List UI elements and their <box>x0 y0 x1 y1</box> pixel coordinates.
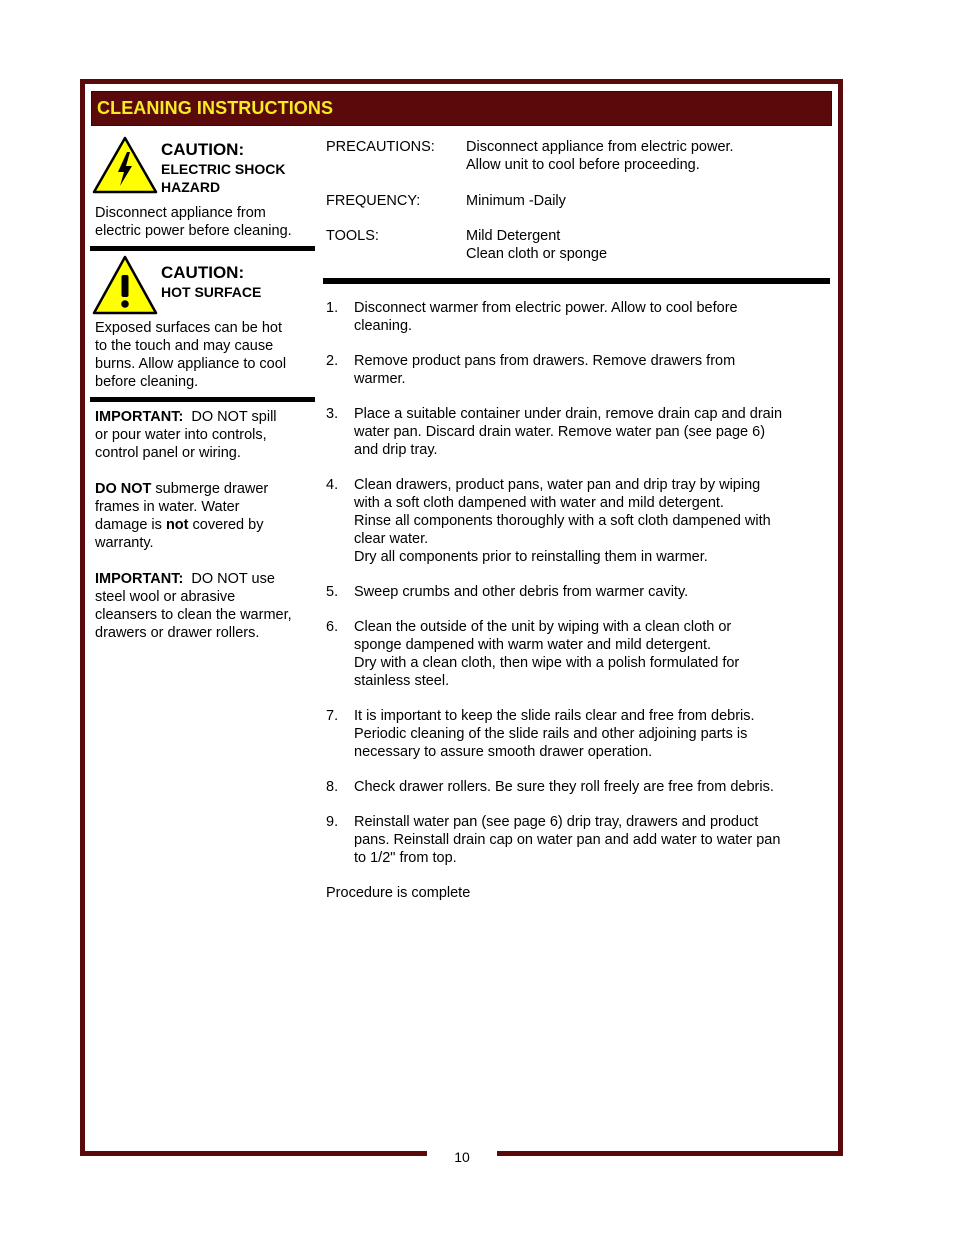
step-text: warmer. <box>354 371 406 387</box>
caution-hot-body <box>95 319 315 391</box>
step-text: pans. Reinstall drain cap on water pan and add water to water pan <box>354 832 781 848</box>
step-item <box>326 618 826 690</box>
step-number: 7. <box>326 708 339 724</box>
step-text: Sweep crumbs and other debris from warmer cavity. <box>354 584 689 600</box>
step-text: Rinse all components thoroughly with a soft cloth dampened with <box>354 513 771 529</box>
precautions-label: PRECAUTIONS: <box>326 139 435 155</box>
spec-tools <box>326 227 826 267</box>
step-text: Reinstall water pan (see page 6) drip tray, drawers and product <box>354 814 759 830</box>
page-title: CLEANING INSTRUCTIONS <box>97 98 334 118</box>
step-text: Periodic cleaning of the slide rails and other adjoining parts is <box>354 726 748 742</box>
important-label: IMPORTANT: <box>95 409 184 425</box>
step-number: 6. <box>326 619 339 635</box>
divider-left-2 <box>90 397 315 402</box>
spec-precautions <box>326 138 826 178</box>
important-notes <box>95 408 315 660</box>
left-column-hot <box>90 253 315 393</box>
caution-hot-body-line: to the touch and may cause <box>95 338 274 354</box>
step-text: cleaning. <box>354 318 413 334</box>
step-number: 1. <box>326 300 339 316</box>
step-item <box>326 405 826 459</box>
frequency-label: FREQUENCY: <box>326 193 421 209</box>
step-text: sponge dampened with warm water and mild detergent. <box>354 637 712 653</box>
step-text: Remove product pans from drawers. Remove drawers from <box>354 353 736 369</box>
caution-electric-body <box>95 204 315 240</box>
step-text: It is important to keep the slide rails clear and free from debris. <box>354 708 755 724</box>
step-text: Dry all components prior to reinstalling them in warmer. <box>354 549 708 565</box>
step-text: Clean drawers, product pans, water pan and drip tray by wiping <box>354 477 761 493</box>
note-text: warranty. <box>95 535 154 551</box>
step-text: water pan. Discard drain water. Remove water pan (see page 6) <box>354 424 766 440</box>
caution-electric-title: CAUTION: <box>161 140 245 159</box>
step-number: 2. <box>326 353 339 369</box>
important-note-steel-wool <box>95 570 315 642</box>
note-text: DO NOT spill <box>183 409 277 425</box>
divider-right <box>323 278 830 284</box>
step-number: 3. <box>326 406 339 422</box>
page-number: 10 <box>454 1149 470 1165</box>
caution-electric-subtitle <box>161 160 311 196</box>
frequency-value: Minimum -Daily <box>466 193 566 209</box>
caution-electric-body-line: Disconnect appliance from <box>95 205 266 221</box>
step-text: with a soft cloth dampened with water and mild detergent. <box>354 495 724 511</box>
do-not-label: DO NOT <box>95 481 152 497</box>
lightning-warning-icon <box>92 136 158 194</box>
caution-electric-shock <box>90 130 315 240</box>
step-text: necessary to assure smooth drawer operation. <box>354 744 653 760</box>
important-label: IMPORTANT: <box>95 571 184 587</box>
step-number: 5. <box>326 584 339 600</box>
exclamation-warning-icon <box>92 255 158 315</box>
note-text: submerge drawer <box>151 481 269 497</box>
caution-hot-surface <box>90 253 315 393</box>
caution-hot-body-line: Exposed surfaces can be hot <box>95 320 283 336</box>
note-text: damage is <box>95 517 166 533</box>
step-number: 8. <box>326 779 339 795</box>
tools-label: TOOLS: <box>326 228 379 244</box>
caution-hot-subtitle <box>161 283 311 301</box>
step-item <box>326 299 826 335</box>
caution-electric-subtitle-line: ELECTRIC SHOCK <box>161 161 286 177</box>
completion-note: Procedure is complete <box>326 885 471 901</box>
important-note-submerge <box>95 480 315 552</box>
frame-bottom-right <box>497 1151 843 1156</box>
step-number: 4. <box>326 477 339 493</box>
step-text: stainless steel. <box>354 673 450 689</box>
note-text: control panel or wiring. <box>95 445 241 461</box>
precautions-line: Disconnect appliance from electric power. <box>466 139 734 155</box>
important-note-controls <box>95 408 315 462</box>
step-text: and drip tray. <box>354 442 438 458</box>
step-item <box>326 476 826 566</box>
note-text: frames in water. Water <box>95 499 240 515</box>
caution-hot-body-line: burns. Allow appliance to cool <box>95 356 287 372</box>
tools-line: Mild Detergent <box>466 228 561 244</box>
note-text: DO NOT use <box>183 571 275 587</box>
step-number: 9. <box>326 814 339 830</box>
step-text: Clean the outside of the unit by wiping with a clean cloth or <box>354 619 732 635</box>
divider-left-1 <box>90 246 315 251</box>
title-bar <box>91 91 832 126</box>
caution-hot-body-line: before cleaning. <box>95 374 199 390</box>
step-item <box>326 813 826 867</box>
step-item <box>326 352 826 388</box>
cleaning-steps <box>326 299 826 902</box>
step-text: clear water. <box>354 531 429 547</box>
precautions-value <box>466 138 826 174</box>
note-text: cleansers to clean the warmer, <box>95 607 292 623</box>
note-text: or pour water into controls, <box>95 427 267 443</box>
frame-bottom-left <box>80 1151 427 1156</box>
step-text: Check drawer rollers. Be sure they roll freely are free from debris. <box>354 779 774 795</box>
left-column <box>90 130 315 240</box>
step-text: Disconnect warmer from electric power. Allow to cool before <box>354 300 738 316</box>
step-text: to 1/2" from top. <box>354 850 457 866</box>
note-text: steel wool or abrasive <box>95 589 236 605</box>
note-text: drawers or drawer rollers. <box>95 625 260 641</box>
caution-hot-title: CAUTION: <box>161 263 245 282</box>
step-item <box>326 778 826 796</box>
step-item <box>326 583 826 601</box>
step-text: Dry with a clean cloth, then wipe with a polish formulated for <box>354 655 740 671</box>
spec-frequency <box>326 192 826 212</box>
note-text: covered by <box>188 517 264 533</box>
caution-electric-subtitle-line: HAZARD <box>161 179 221 195</box>
caution-hot-subtitle-line: HOT SURFACE <box>161 284 262 300</box>
note-emphasis: not <box>165 517 189 533</box>
step-item <box>326 707 826 761</box>
caution-electric-body-line: electric power before cleaning. <box>95 223 292 239</box>
step-text: Place a suitable container under drain, remove drain cap and drain <box>354 406 783 422</box>
tools-value <box>466 227 826 263</box>
tools-line: Clean cloth or sponge <box>466 246 608 262</box>
precautions-line: Allow unit to cool before proceeding. <box>466 157 700 173</box>
